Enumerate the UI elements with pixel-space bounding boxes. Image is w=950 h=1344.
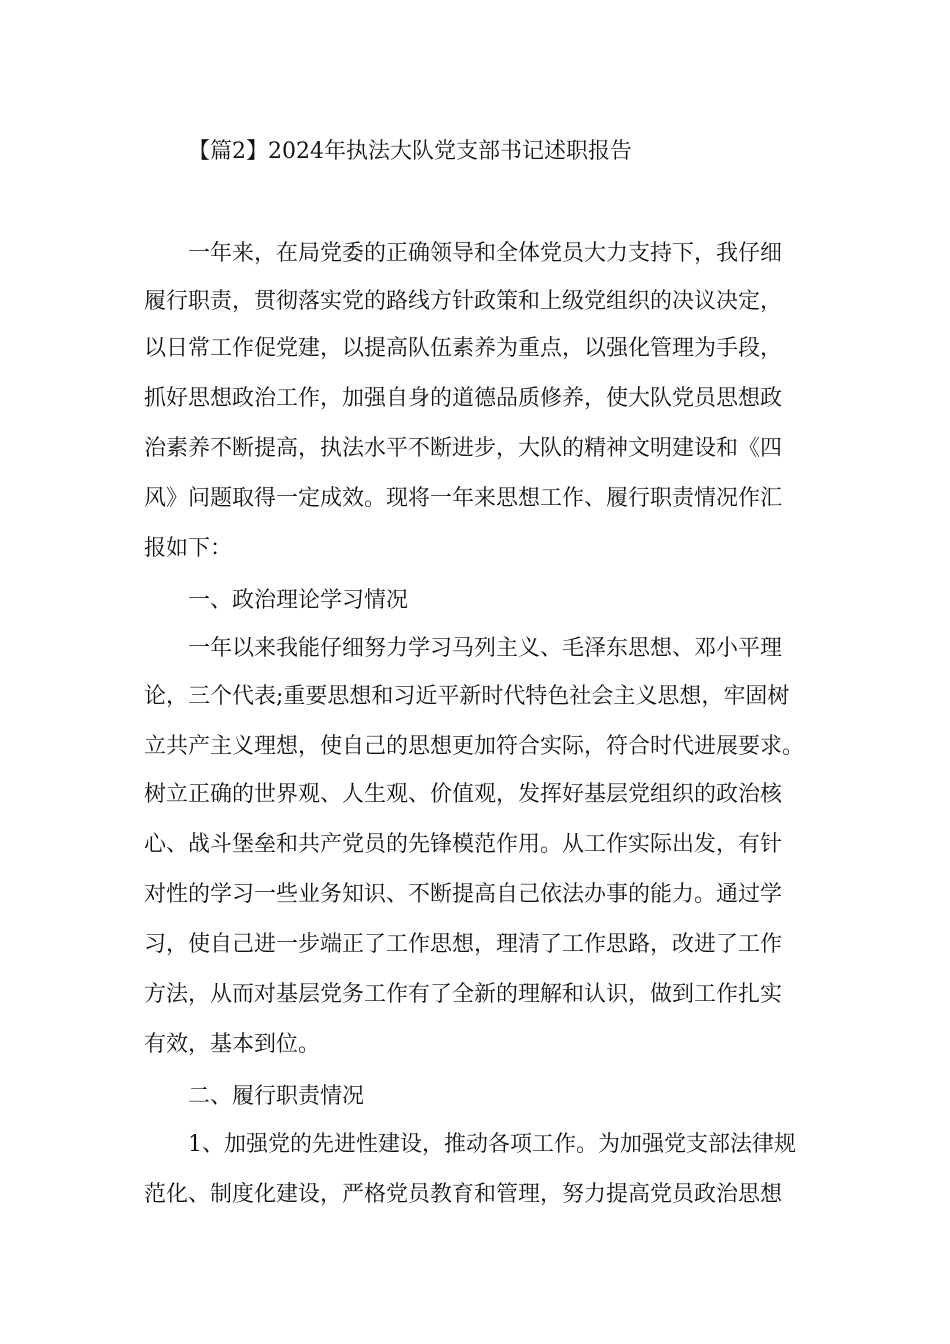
paragraph-line: 以日常工作促党建，以提高队伍素养为重点，以强化管理为手段， [144, 336, 783, 361]
paragraph-line: 论，三个代表;重要思想和习近平新时代特色社会主义思想，牢固树 [144, 684, 790, 709]
paragraph-line: 风》问题取得一定成效。现将一年来思想工作、履行职责情况作汇 [144, 486, 783, 511]
paragraph-line: 一年来，在局党委的正确领导和全体党员大力支持下，我仔细 [188, 241, 783, 266]
paragraph-line: 习，使自己进一步端正了工作思想，理清了工作思路，改进了工作 [144, 932, 783, 957]
paragraph-line: 心、战斗堡垒和共产党员的先锋模范作用。从工作实际出发，有针 [144, 832, 783, 857]
paragraph-line: 立共产主义理想，使自己的思想更加符合实际，符合时代进展要求。 [144, 734, 805, 759]
paragraph-line: 报如下： [144, 536, 233, 561]
paragraph-line: 治素养不断提高，执法水平不断进步，大队的精神文明建设和《四 [144, 436, 783, 461]
paragraph-line: 1、加强党的先进性建设，推动各项工作。为加强党支部法律规 [188, 1132, 796, 1157]
paragraph-line: 履行职责，贯彻落实党的路线方针政策和上级党组织的决议决定， [144, 289, 783, 314]
paragraph-line: 一年以来我能仔细努力学习马列主义、毛泽东思想、邓小平理 [188, 636, 783, 661]
paragraph-line: 对性的学习一些业务知识、不断提高自己依法办事的能力。通过学 [144, 882, 783, 907]
paragraph-line: 抓好思想政治工作，加强自身的道德品质修养，使大队党员思想政 [144, 386, 783, 411]
paragraph-line: 树立正确的世界观、人生观、价值观，发挥好基层党组织的政治核 [144, 782, 783, 807]
section-heading: 一、政治理论学习情况 [188, 588, 409, 613]
document-title: 【篇2】2024年执法大队党支部书记述职报告 [188, 139, 632, 164]
paragraph-line: 有效，基本到位。 [144, 1032, 321, 1057]
paragraph-line: 范化、制度化建设，严格党员教育和管理，努力提高党员政治思想 [144, 1182, 783, 1207]
section-heading: 二、履行职责情况 [188, 1084, 365, 1109]
paragraph-line: 方法，从而对基层党务工作有了全新的理解和认识，做到工作扎实 [144, 982, 783, 1007]
